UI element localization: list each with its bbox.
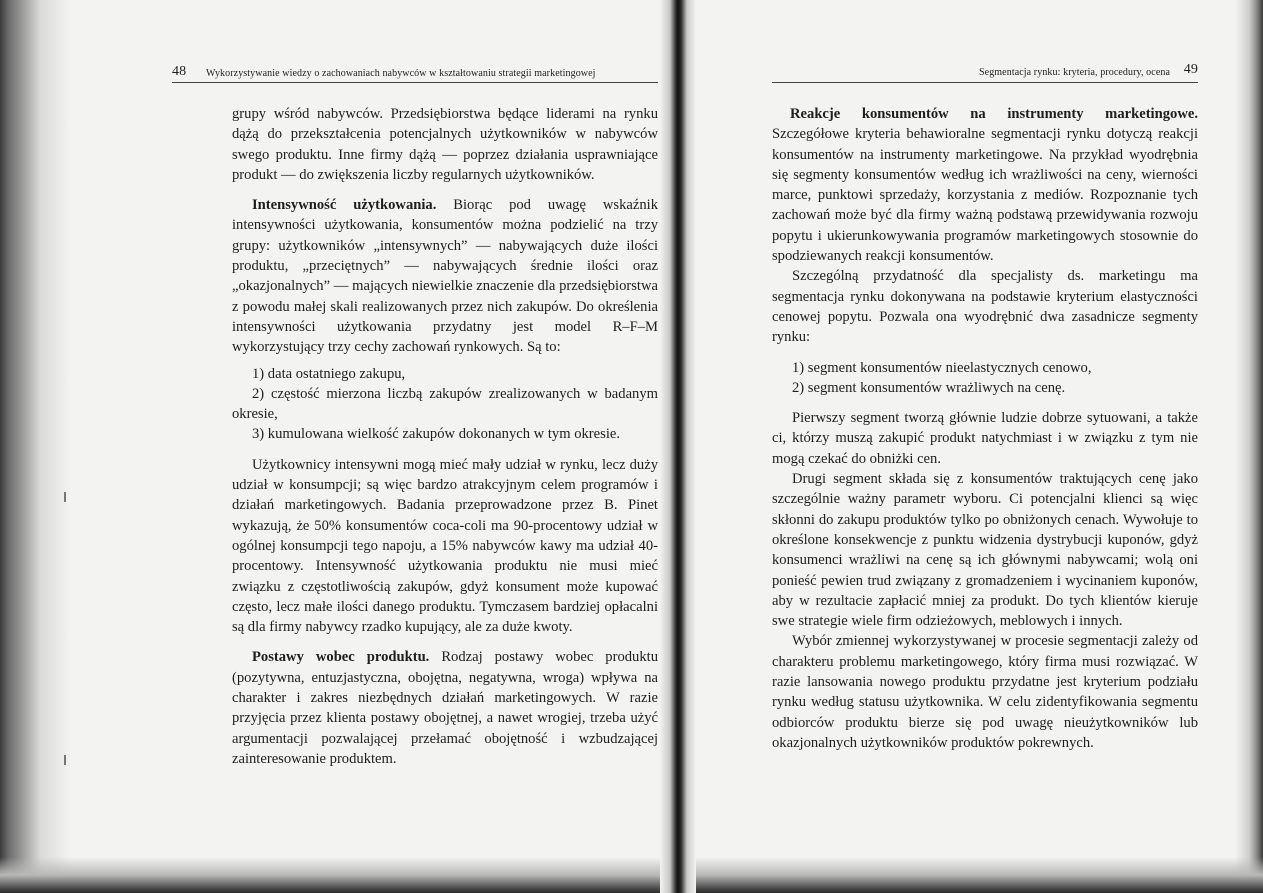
paragraph: Pierwszy segment tworzą głównie ludzie dobrze sytuowani, a także ci, którzy muszą zakupić produkt natychmiast i w związku z tym nie mogą czekać do obniżki cen. xyxy=(772,410,1198,467)
page-number: 49 xyxy=(1183,62,1198,77)
paragraph: Szczególną przydatność dla specjalisty ds. marketingu ma segmentacja rynku dokonywana na podstawie kryterium elastyczności cenowej popytu. Pozwala ona wyodrębnić dwa zasadnicze segmenty rynku: xyxy=(772,268,1198,346)
left-running-header xyxy=(172,62,658,83)
scan-shadow-left xyxy=(0,0,70,893)
paragraph-heading: Intensywność użytkowania. xyxy=(252,197,437,214)
right-running-header xyxy=(772,62,1198,83)
list-item: 3) kumulowana wielkość zakupów dokonanych w tym okresie. xyxy=(252,426,621,443)
paragraph-text: Rodzaj postawy wobec produktu (pozytywna, entuzjastyczna, obojętna, negatywna, wroga) wpływa na charakter i zakres niezbędnych działań marketingowych. W razie przyjęcia przez klienta postawy obojętnej, a nawet wrogiej, trzeba użyć argumentacji pozwalającej przełamać obojętność i wzbudzającej zainteresowanie produktem. xyxy=(232,649,658,767)
list-item: 1) segment konsumentów nieelastycznych cenowo, xyxy=(792,359,1092,376)
numbered-list xyxy=(232,364,658,445)
paragraph: Drugi segment składa się z konsumentów traktujących cenę jako szczególnie ważny parametr wyboru. Ci potencjalni klienci są więc skłonni do zakupu produktów tylko po obniżonych cenach. Wywołuje to określone konsekwencje z punktu widzenia dystrybucji kuponów, gdyż konsumenci wrażliwi na cenę są ich głównymi nabywcami; wolą oni ponieść pewien trud związany z gromadzeniem i wycinaniem kuponów, aby w rezultacie zapłacić mniej za produkt. Do tych klientów kieruje swe strategie wiele firm odzieżowych, meblowych i innych. xyxy=(772,471,1198,630)
running-head-title: Wykorzystywanie wiedzy o zachowaniach nabywców w kształtowaniu strategii marketingowej xyxy=(206,68,596,79)
paragraph-text: Szczegółowe kryteria behawioralne segmentacji rynku dotyczą reakcji konsumentów na instrumenty marketingowe. Na przykład wyodrębnia się segmenty konsumentów według ich wrażliwości na ceny, wierności marce, punktowi sprzedaży, korzystania z mediów. Rozpoznanie tych zachowań może być dla firmy ważną podstawą przewidywania rozwoju popytu i ukierunkowywania programów marketingowych stosownie do spodziewanych reakcji konsumentów. xyxy=(772,126,1198,265)
paragraph-heading: Postawy wobec produktu. xyxy=(252,649,430,666)
right-page-body xyxy=(772,104,1198,753)
paragraph: Użytkownicy intensywni mogą mieć mały udział w rynku, lecz duży udział w konsumpcji; są więc bardzo atrakcyjnym celem programów i działań marketingowych. Badania przeprowadzone przez B. Pinet wykazują, że 50% konsumentów coca-coli ma 90-procentowy udział w ogólnej konsumpcji tego napoju, a 15% nabywców kawy ma udział 40-procentowy. Intensywność użytkowania produktu nie musi mieć związku z częstotliwością zakupów, gdyż konsument może kupować często, lecz małe ilości danego produktu. Tymczasem bardziej opłacalni są dla firmy nabywcy rzadko kupujący, ale za duże kwoty. xyxy=(232,456,658,636)
list-item: 2) segment konsumentów wrażliwych na cenę. xyxy=(792,379,1066,396)
page-number: 48 xyxy=(172,64,187,79)
margin-mark xyxy=(64,755,66,765)
paragraph-heading: Reakcje konsumentów na instrumenty marketingowe. xyxy=(790,106,1198,122)
paragraph xyxy=(232,647,658,769)
margin-mark xyxy=(64,492,66,502)
paragraph-text: Biorąc pod uwagę wskaźnik intensywności użytkowania, konsumentów można podzielić na trzy grupy: użytkowników „intensywnych” — nabywających duże ilości produktu, „przeciętnych” — nabywających średnie ilości oraz „okazjonalnych” — mających niewielkie znaczenie dla przedsiębiorstwa z powodu małej skali realizowanych przez nich zakupów. Do określenia intensywności użytkowania przydatny jest model R–F–M wykorzystujący trzy cechy zachowań rynkowych. Są to: xyxy=(232,197,658,356)
book-gutter xyxy=(660,0,696,893)
list-item: 2) częstość mierzona liczbą zakupów zrealizowanych w badanym okresie, xyxy=(232,385,658,423)
paragraph: grupy wśród nabywców. Przedsiębiorstwa będące liderami na rynku dążą do przekształcenia potencjalnych użytkowników w nabywców swego produktu. Inne firmy dążą — poprzez działania usprawniające produkt — do zwiększenia liczby regularnych użytkowników. xyxy=(232,106,658,183)
running-head-title: Segmentacja rynku: kryteria, procedury, ocena xyxy=(979,67,1170,78)
scan-shadow-bottom xyxy=(0,857,1263,893)
scan-shadow-right xyxy=(1235,0,1263,893)
numbered-list xyxy=(772,358,1198,399)
paragraph: Wybór zmiennej wykorzystywanej w procesie segmentacji zależy od charakteru problemu marketingowego, który firma musi rozwiązać. W razie lansowania nowego produktu przydatne jest kryterium podziału rynku według statusu użytkownika. W celu zidentyfikowania segmentu odbiorców produktu bierze się pod uwagę nieużytkowników lub okazjonalnych użytkowników produktów pokrewnych. xyxy=(772,633,1198,751)
left-page-body xyxy=(232,104,658,769)
paragraph xyxy=(232,195,658,357)
paragraph xyxy=(772,104,1198,266)
list-item: 1) data ostatniego zakupu, xyxy=(252,365,406,382)
